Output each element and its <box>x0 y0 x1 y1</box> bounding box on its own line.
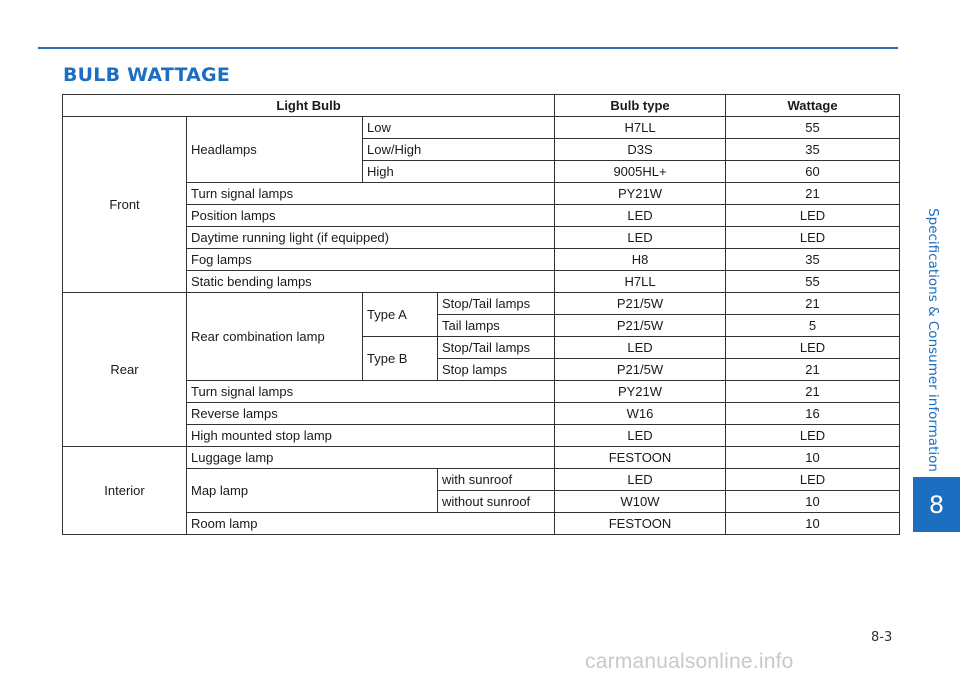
chapter-number: 8 <box>928 490 945 519</box>
wattage-cell: LED <box>726 425 900 447</box>
wattage-cell: LED <box>726 205 900 227</box>
lamp-label: Room lamp <box>187 513 555 535</box>
table-row <box>63 183 900 205</box>
lamp-label: Daytime running light (if equipped) <box>187 227 555 249</box>
table-row <box>63 205 900 227</box>
part-label: Stop/Tail lamps <box>438 337 555 359</box>
group-rear: Rear <box>63 293 187 447</box>
variant-label: with sunroof <box>438 469 555 491</box>
bulb-type-cell: LED <box>555 425 726 447</box>
bulb-type-cell: LED <box>555 337 726 359</box>
lamp-label: Position lamps <box>187 205 555 227</box>
table-row <box>63 117 900 139</box>
wattage-cell: LED <box>726 337 900 359</box>
bulb-type-cell: H8 <box>555 249 726 271</box>
header-bulb-type: Bulb type <box>555 95 726 117</box>
bulb-type-cell: PY21W <box>555 381 726 403</box>
headlamp-mode: High <box>363 161 555 183</box>
wattage-cell: 35 <box>726 139 900 161</box>
bulb-type-cell: 9005HL+ <box>555 161 726 183</box>
bulb-type-cell: P21/5W <box>555 359 726 381</box>
table-row <box>63 469 900 491</box>
wattage-cell: 5 <box>726 315 900 337</box>
bulb-type-cell: W10W <box>555 491 726 513</box>
chapter-number-tab <box>913 477 960 532</box>
table-row <box>63 425 900 447</box>
wattage-cell: 35 <box>726 249 900 271</box>
group-interior: Interior <box>63 447 187 535</box>
headlamp-mode: Low <box>363 117 555 139</box>
wattage-cell: 10 <box>726 513 900 535</box>
table-row <box>63 227 900 249</box>
bulb-type-cell: W16 <box>555 403 726 425</box>
watermark: carmanualsonline.info <box>585 650 794 673</box>
wattage-cell: 16 <box>726 403 900 425</box>
bulb-type-cell: H7LL <box>555 271 726 293</box>
bulb-type-cell: FESTOON <box>555 513 726 535</box>
bulb-type-cell: LED <box>555 205 726 227</box>
table-header-row <box>63 95 900 117</box>
header-light-bulb: Light Bulb <box>63 95 555 117</box>
type-a-label: Type A <box>363 293 438 337</box>
lamp-label: High mounted stop lamp <box>187 425 555 447</box>
chapter-side-label: Specifications & Consumer information <box>925 208 941 472</box>
type-b-label: Type B <box>363 337 438 381</box>
page-number: 8-3 <box>871 630 893 645</box>
rear-combination-label: Rear combination lamp <box>187 293 363 381</box>
bulb-wattage-table <box>62 94 900 535</box>
header-wattage: Wattage <box>726 95 900 117</box>
wattage-cell: 10 <box>726 447 900 469</box>
bulb-type-cell: LED <box>555 469 726 491</box>
lamp-label: Luggage lamp <box>187 447 555 469</box>
part-label: Stop/Tail lamps <box>438 293 555 315</box>
bulb-type-cell: P21/5W <box>555 293 726 315</box>
bulb-type-cell: FESTOON <box>555 447 726 469</box>
table-row <box>63 271 900 293</box>
wattage-cell: 60 <box>726 161 900 183</box>
lamp-label: Turn signal lamps <box>187 183 555 205</box>
headlamps-label: Headlamps <box>187 117 363 183</box>
map-lamp-label: Map lamp <box>187 469 438 513</box>
table-row <box>63 513 900 535</box>
part-label: Tail lamps <box>438 315 555 337</box>
section-title: BULB WATTAGE <box>63 64 231 86</box>
lamp-label: Turn signal lamps <box>187 381 555 403</box>
bulb-type-cell: LED <box>555 227 726 249</box>
variant-label: without sunroof <box>438 491 555 513</box>
lamp-label: Reverse lamps <box>187 403 555 425</box>
top-rule <box>38 47 898 49</box>
wattage-cell: 21 <box>726 359 900 381</box>
bulb-type-cell: D3S <box>555 139 726 161</box>
wattage-cell: 21 <box>726 381 900 403</box>
table-row <box>63 447 900 469</box>
lamp-label: Static bending lamps <box>187 271 555 293</box>
wattage-cell: 55 <box>726 117 900 139</box>
wattage-cell: LED <box>726 469 900 491</box>
headlamp-mode: Low/High <box>363 139 555 161</box>
wattage-cell: 21 <box>726 293 900 315</box>
table-row <box>63 403 900 425</box>
wattage-cell: 21 <box>726 183 900 205</box>
part-label: Stop lamps <box>438 359 555 381</box>
bulb-type-cell: PY21W <box>555 183 726 205</box>
wattage-cell: 10 <box>726 491 900 513</box>
bulb-type-cell: P21/5W <box>555 315 726 337</box>
table-row <box>63 293 900 315</box>
wattage-cell: 55 <box>726 271 900 293</box>
table-row <box>63 249 900 271</box>
group-front: Front <box>63 117 187 293</box>
bulb-type-cell: H7LL <box>555 117 726 139</box>
lamp-label: Fog lamps <box>187 249 555 271</box>
table-row <box>63 381 900 403</box>
wattage-cell: LED <box>726 227 900 249</box>
